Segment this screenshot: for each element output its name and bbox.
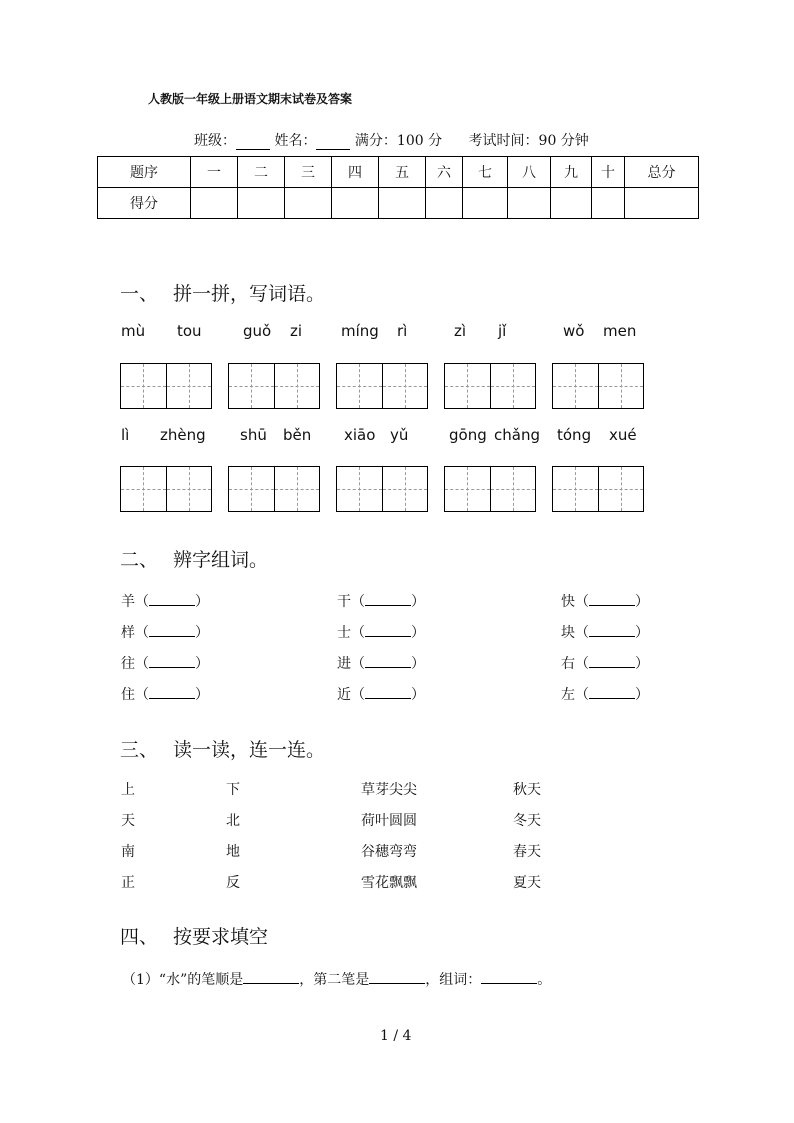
answer-blank[interactable] [365, 593, 411, 606]
char: 样 [121, 625, 135, 641]
answer-blank[interactable] [149, 655, 195, 668]
answer-blank[interactable] [365, 655, 411, 668]
score-table-score-row [98, 188, 699, 219]
answer-blank[interactable] [365, 624, 411, 637]
match-item[interactable]: 上 [121, 782, 135, 798]
char: 往 [121, 656, 135, 672]
word-item [561, 591, 649, 611]
score-table [97, 156, 699, 219]
score-cell[interactable] [238, 188, 285, 219]
match-item[interactable]: 北 [226, 813, 240, 829]
match-item[interactable]: 反 [226, 875, 240, 891]
match-item[interactable]: 荷叶圆圆 [361, 813, 417, 829]
table-cell: 六 [426, 157, 463, 188]
word-item [561, 622, 649, 642]
table-cell: 五 [379, 157, 426, 188]
score-cell[interactable] [551, 188, 592, 219]
paren: ） [195, 687, 209, 703]
score-table-header-row [98, 157, 699, 188]
writing-grid-row-1 [0, 363, 794, 411]
score-cell[interactable] [191, 188, 238, 219]
full-score: 满分：100 分 [354, 133, 443, 149]
answer-blank[interactable] [369, 971, 425, 984]
match-item[interactable]: 夏天 [513, 875, 541, 891]
paren: （ [135, 594, 149, 610]
paren: （ [135, 625, 149, 641]
paren: ） [195, 656, 209, 672]
table-cell: 二 [238, 157, 285, 188]
char: 近 [337, 687, 351, 703]
question-text: ，第二笔是 [299, 972, 370, 988]
table-cell: 十 [592, 157, 625, 188]
char: 住 [121, 687, 135, 703]
word-item [561, 653, 649, 673]
char: 羊 [121, 594, 135, 610]
class-label: 班级： [194, 133, 236, 149]
match-item[interactable]: 地 [226, 844, 240, 860]
section-title: 按要求填空 [173, 926, 269, 948]
score-cell[interactable] [463, 188, 508, 219]
section-title: 读一读，连一连。 [173, 739, 326, 761]
answer-blank[interactable] [589, 624, 635, 637]
char: 右 [561, 656, 575, 672]
answer-blank[interactable] [149, 686, 195, 699]
char: 干 [337, 594, 351, 610]
match-item[interactable]: 草芽尖尖 [361, 782, 417, 798]
name-blank[interactable] [316, 135, 350, 150]
match-item[interactable]: 南 [121, 844, 135, 860]
word-item [121, 684, 209, 704]
table-cell: 七 [463, 157, 508, 188]
pinyin: chǎng [494, 426, 540, 444]
paren: ） [635, 594, 649, 610]
paren: ） [635, 687, 649, 703]
writing-grid[interactable] [228, 363, 320, 409]
exam-time: 考试时间：90 分钟 [468, 133, 589, 149]
pinyin: běn [283, 426, 312, 444]
pinyin: xiāo [344, 426, 376, 444]
paren: ） [411, 594, 425, 610]
paren: （ [575, 656, 589, 672]
writing-grid[interactable] [336, 466, 428, 512]
section4-heading [120, 922, 268, 949]
pinyin: shū [240, 426, 267, 444]
answer-blank[interactable] [589, 593, 635, 606]
pinyin: mù [121, 322, 146, 340]
paren: ） [195, 625, 209, 641]
pinyin: guǒ [243, 322, 272, 340]
match-item[interactable]: 谷穗弯弯 [361, 844, 417, 860]
score-cell[interactable] [426, 188, 463, 219]
pinyin: jǐ [498, 322, 507, 340]
paren: （ [575, 594, 589, 610]
paren: （ [575, 625, 589, 641]
answer-blank[interactable] [149, 624, 195, 637]
word-item [561, 684, 649, 704]
writing-grid[interactable] [552, 363, 644, 409]
writing-grid[interactable] [444, 466, 536, 512]
exam-info-line [194, 130, 589, 150]
word-item [121, 591, 209, 611]
score-cell[interactable] [285, 188, 332, 219]
score-cell[interactable] [508, 188, 551, 219]
table-cell: 四 [332, 157, 379, 188]
pinyin: tóng [557, 426, 592, 444]
paren: ） [195, 594, 209, 610]
section3-heading [120, 735, 325, 762]
section-number: 一、 [120, 283, 159, 305]
paren: （ [135, 687, 149, 703]
pinyin: míng [341, 322, 379, 340]
score-cell[interactable] [592, 188, 625, 219]
pinyin: rì [397, 322, 408, 340]
answer-blank[interactable] [589, 686, 635, 699]
writing-grid[interactable] [120, 363, 212, 409]
answer-blank[interactable] [243, 971, 299, 984]
pinyin: zi [290, 322, 303, 340]
table-cell: 一 [191, 157, 238, 188]
word-item [337, 684, 425, 704]
score-cell[interactable] [332, 188, 379, 219]
paren: （ [575, 687, 589, 703]
paren: ） [635, 656, 649, 672]
section-number: 四、 [120, 926, 159, 948]
answer-blank[interactable] [589, 655, 635, 668]
question-text: 。 [537, 972, 552, 988]
table-cell: 九 [551, 157, 592, 188]
answer-blank[interactable] [365, 686, 411, 699]
match-item[interactable]: 天 [121, 813, 135, 829]
pinyin: gōng [449, 426, 487, 444]
answer-blank[interactable] [149, 593, 195, 606]
document-title: 人教版一年级上册语文期末试卷及答案 [148, 92, 353, 106]
name-label: 姓名： [274, 133, 317, 149]
table-cell: 题序 [98, 157, 191, 188]
score-cell[interactable] [625, 188, 699, 219]
page-number: 1 / 4 [380, 1028, 412, 1044]
match-item[interactable]: 下 [226, 782, 240, 798]
word-item [337, 591, 425, 611]
writing-grid-row-2 [0, 466, 794, 514]
writing-grid[interactable] [552, 466, 644, 512]
section2-heading [120, 545, 268, 572]
word-item [337, 653, 425, 673]
section1-heading [120, 279, 325, 306]
match-item[interactable]: 正 [121, 875, 135, 891]
pinyin: tou [177, 322, 202, 340]
match-item[interactable]: 秋天 [513, 782, 541, 798]
section-number: 三、 [120, 739, 159, 761]
section-number: 二、 [120, 549, 159, 571]
question-text: （1）“水”的笔顺是 [122, 972, 244, 988]
paren: （ [351, 594, 365, 610]
pinyin: men [603, 322, 637, 340]
score-cell[interactable] [379, 188, 426, 219]
writing-grid[interactable] [228, 466, 320, 512]
match-item[interactable]: 雪花飘飘 [361, 875, 417, 891]
pinyin: lì [121, 426, 130, 444]
section-title: 拼一拼，写词语。 [173, 283, 326, 305]
table-cell: 得分 [98, 188, 191, 219]
table-cell: 三 [285, 157, 332, 188]
writing-grid[interactable] [120, 466, 212, 512]
word-item [337, 622, 425, 642]
paren: ） [411, 656, 425, 672]
paren: ） [635, 625, 649, 641]
section-title: 辨字组词。 [173, 549, 269, 571]
question-1 [122, 969, 551, 989]
pinyin-row-2 [0, 426, 794, 448]
pinyin: xué [609, 426, 637, 444]
pinyin: zì [454, 322, 467, 340]
paren: ） [411, 687, 425, 703]
paren: （ [351, 656, 365, 672]
writing-grid[interactable] [444, 363, 536, 409]
word-item [121, 622, 209, 642]
char: 块 [561, 625, 575, 641]
class-blank[interactable] [236, 135, 270, 150]
answer-blank[interactable] [481, 971, 537, 984]
char: 左 [561, 687, 575, 703]
pinyin: yǔ [390, 426, 409, 444]
match-item[interactable]: 冬天 [513, 813, 541, 829]
writing-grid[interactable] [336, 363, 428, 409]
paren: （ [351, 687, 365, 703]
match-item[interactable]: 春天 [513, 844, 541, 860]
word-item [121, 653, 209, 673]
paren: （ [351, 625, 365, 641]
pinyin: wǒ [563, 322, 585, 340]
char: 进 [337, 656, 351, 672]
char: 士 [337, 625, 351, 641]
paren: （ [135, 656, 149, 672]
table-cell: 总分 [625, 157, 699, 188]
table-cell: 八 [508, 157, 551, 188]
pinyin: zhèng [160, 426, 206, 444]
char: 快 [561, 594, 575, 610]
paren: ） [411, 625, 425, 641]
question-text: ，组词： [425, 972, 482, 988]
pinyin-row-1 [0, 322, 794, 344]
